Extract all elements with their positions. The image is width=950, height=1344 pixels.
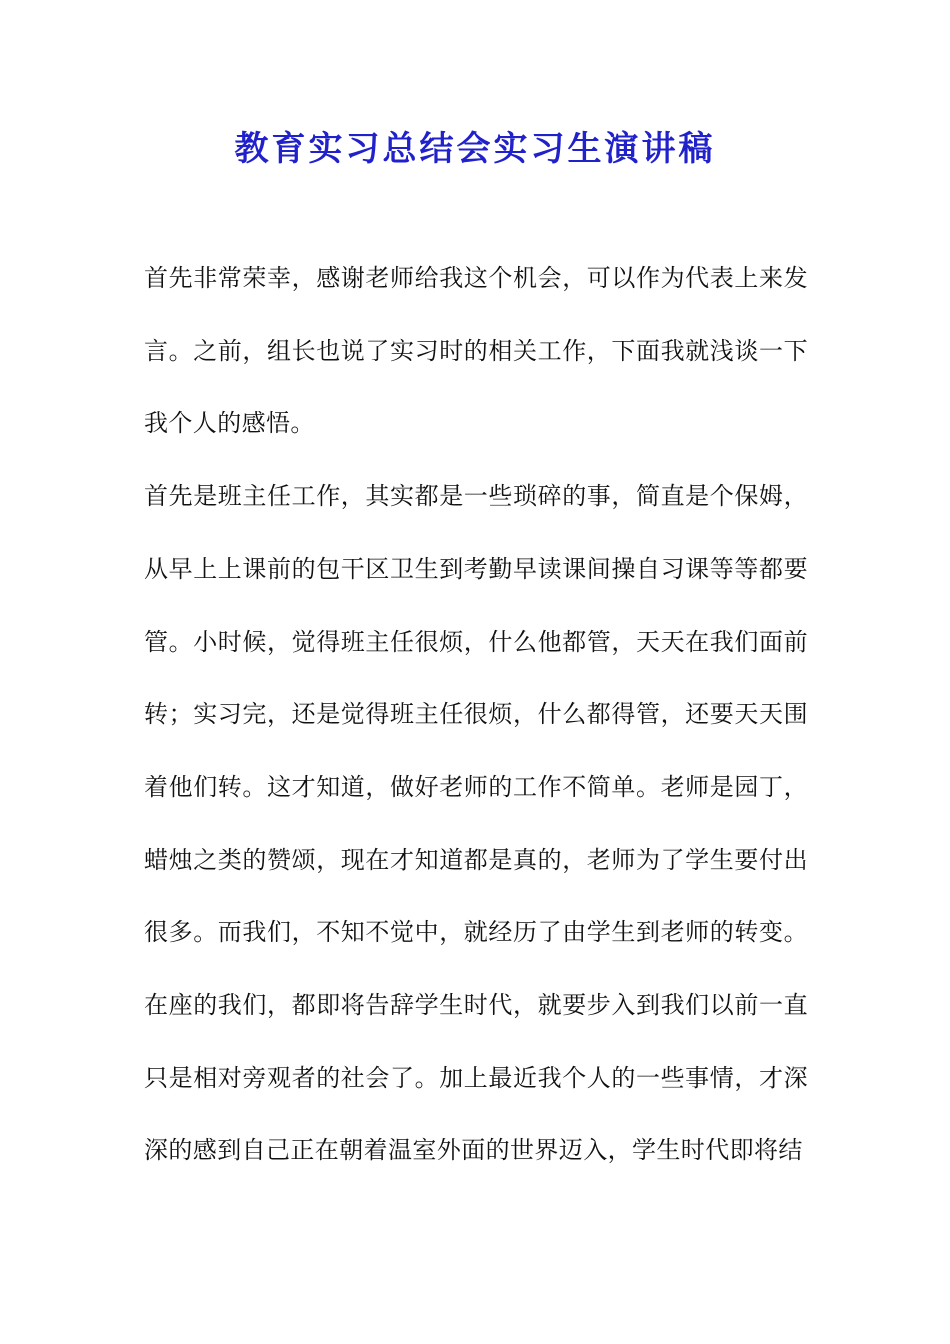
paragraph-1: 首先非常荣幸，感谢老师给我这个机会，可以作为代表上来发言。之前，组长也说了实习时的相关工作，下面我就浅谈一下我个人的感悟。 (144, 266, 808, 438)
document-body (144, 243, 808, 1188)
paragraph-2: 首先是班主任工作，其实都是一些琐碎的事，简直是个保姆，从早上上课前的包干区卫生到考勤早读课间操自习课等等都要管。小时候，觉得班主任很烦，什么他都管，天天在我们面前转；实习完，还是觉得班主任很烦，什么都得管，还要天天围着他们转。这才知道，做好老师的工作不简单。老师是园丁，蜡烛之类的赞颂，现在才知道都是真的，老师为了学生要付出很多。而我们，不知不觉中，就经历了由学生到老师的转变。在座的我们，都即将告辞学生时代，就要步入到我们以前一直只是相对旁观者的社会了。加上最近我个人的一些事情，才深深的感到自己正在朝着温室外面的世界迈入，学生时代即将结 (144, 484, 808, 1165)
document-title: 教育实习总结会实习生演讲稿 (234, 130, 716, 168)
